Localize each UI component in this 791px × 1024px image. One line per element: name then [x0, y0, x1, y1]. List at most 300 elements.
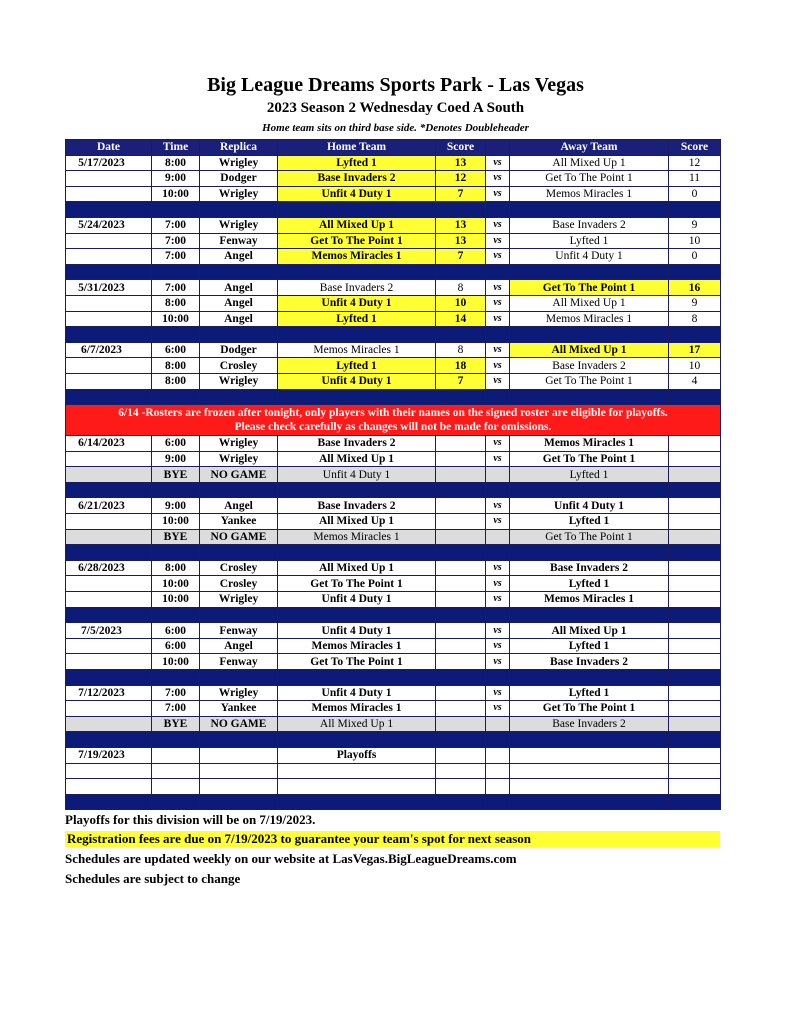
home-team-cell: Lyfted 1: [278, 358, 436, 374]
separator-cell: [152, 607, 200, 623]
time-cell: 9:00: [152, 498, 200, 514]
time-cell: 7:00: [152, 701, 200, 717]
separator-cell: [66, 670, 152, 686]
home-team-cell: Base Invaders 2: [278, 498, 436, 514]
time-cell: 6:00: [152, 436, 200, 452]
game-row: [66, 249, 721, 265]
separator-cell: [486, 202, 510, 218]
home-team-cell: Playoffs: [278, 747, 436, 763]
vs-cell: vs: [486, 171, 510, 187]
home-score-cell: [436, 467, 486, 483]
away-score-cell: 16: [669, 280, 721, 296]
time-cell: [152, 779, 200, 795]
game-row: [66, 747, 721, 763]
separator-cell: [436, 794, 486, 810]
time-cell: BYE: [152, 716, 200, 732]
vs-cell: vs: [486, 592, 510, 608]
away-score-cell: [669, 436, 721, 452]
schedule-body: [66, 155, 721, 810]
away-team-cell: All Mixed Up 1: [510, 155, 669, 171]
separator-cell: [200, 545, 278, 561]
separator-cell: [486, 607, 510, 623]
home-score-cell: 13: [436, 233, 486, 249]
away-team-cell: Get To The Point 1: [510, 451, 669, 467]
home-team-cell: Lyfted 1: [278, 155, 436, 171]
away-score-cell: [669, 529, 721, 545]
separator-cell: [278, 607, 436, 623]
vs-cell: [486, 716, 510, 732]
separator-cell: [669, 794, 721, 810]
time-cell: 7:00: [152, 233, 200, 249]
home-score-cell: 8: [436, 342, 486, 358]
time-cell: 7:00: [152, 249, 200, 265]
replica-cell: Wrigley: [200, 186, 278, 202]
time-cell: 6:00: [152, 638, 200, 654]
vs-cell: vs: [486, 514, 510, 530]
home-team-cell: [278, 763, 436, 779]
col-header-replica: Replica: [200, 140, 278, 156]
date-cell: [66, 529, 152, 545]
separator-cell: [200, 794, 278, 810]
away-team-cell: Lyfted 1: [510, 514, 669, 530]
separator-cell: [278, 327, 436, 343]
away-team-cell: Memos Miracles 1: [510, 186, 669, 202]
home-team-cell: Lyfted 1: [278, 311, 436, 327]
time-cell: 10:00: [152, 311, 200, 327]
away-team-cell: Base Invaders 2: [510, 716, 669, 732]
home-score-cell: [436, 685, 486, 701]
page-title: Big League Dreams Sports Park - Las Vegas: [207, 74, 584, 96]
home-score-cell: [436, 654, 486, 670]
time-cell: 10:00: [152, 514, 200, 530]
home-score-cell: 18: [436, 358, 486, 374]
separator-cell: [200, 732, 278, 748]
away-team-cell: Base Invaders 2: [510, 358, 669, 374]
separator-cell: [436, 327, 486, 343]
separator-cell: [200, 389, 278, 405]
game-row: [66, 685, 721, 701]
separator-cell: [436, 545, 486, 561]
home-score-cell: 13: [436, 217, 486, 233]
home-score-cell: [436, 451, 486, 467]
away-team-cell: Memos Miracles 1: [510, 311, 669, 327]
game-row: [66, 155, 721, 171]
home-team-cell: Get To The Point 1: [278, 654, 436, 670]
away-team-cell: [510, 747, 669, 763]
away-score-cell: [669, 685, 721, 701]
away-team-cell: Memos Miracles 1: [510, 592, 669, 608]
separator-cell: [200, 482, 278, 498]
home-score-cell: [436, 560, 486, 576]
home-team-cell: Memos Miracles 1: [278, 638, 436, 654]
away-score-cell: [669, 747, 721, 763]
date-cell: [66, 233, 152, 249]
away-score-cell: [669, 592, 721, 608]
away-score-cell: 0: [669, 249, 721, 265]
vs-cell: vs: [486, 311, 510, 327]
date-cell: [66, 654, 152, 670]
home-team-cell: Base Invaders 2: [278, 280, 436, 296]
game-row: [66, 514, 721, 530]
game-row: [66, 576, 721, 592]
home-score-cell: [436, 623, 486, 639]
col-header-date: Date: [66, 140, 152, 156]
away-score-cell: [669, 514, 721, 530]
roster-notice-row: [66, 405, 721, 436]
week-separator-row: [66, 732, 721, 748]
game-row: [66, 311, 721, 327]
time-cell: 10:00: [152, 654, 200, 670]
separator-cell: [486, 389, 510, 405]
time-cell: [152, 763, 200, 779]
playoffs-note: Playoffs for this division will be on 7/19/2023.: [65, 812, 316, 827]
game-row: [66, 373, 721, 389]
week-separator-row: [66, 607, 721, 623]
date-cell: 5/17/2023: [66, 155, 152, 171]
home-team-cell: Memos Miracles 1: [278, 249, 436, 265]
home-team-cell: Unfit 4 Duty 1: [278, 186, 436, 202]
away-score-cell: 11: [669, 171, 721, 187]
separator-cell: [436, 264, 486, 280]
separator-cell: [510, 202, 669, 218]
date-cell: [66, 514, 152, 530]
separator-cell: [66, 794, 152, 810]
week-separator-row: [66, 389, 721, 405]
date-cell: [66, 467, 152, 483]
game-row: [66, 638, 721, 654]
separator-cell: [200, 264, 278, 280]
home-score-cell: [436, 529, 486, 545]
vs-cell: vs: [486, 186, 510, 202]
separator-cell: [669, 389, 721, 405]
separator-cell: [510, 545, 669, 561]
col-header-away-score: Score: [669, 140, 721, 156]
vs-cell: vs: [486, 451, 510, 467]
time-cell: 9:00: [152, 451, 200, 467]
away-team-cell: Get To The Point 1: [510, 701, 669, 717]
separator-cell: [152, 794, 200, 810]
separator-cell: [669, 670, 721, 686]
replica-cell: Fenway: [200, 233, 278, 249]
away-score-cell: [669, 576, 721, 592]
separator-cell: [66, 732, 152, 748]
replica-cell: Yankee: [200, 701, 278, 717]
game-row: [66, 342, 721, 358]
bye-row: [66, 467, 721, 483]
time-cell: [152, 747, 200, 763]
away-team-cell: Unfit 4 Duty 1: [510, 498, 669, 514]
replica-cell: [200, 763, 278, 779]
website-note: Schedules are updated weekly on our website at LasVegas.BigLeagueDreams.com: [65, 851, 517, 866]
game-row: [66, 763, 721, 779]
away-team-cell: Lyfted 1: [510, 685, 669, 701]
date-cell: 6/21/2023: [66, 498, 152, 514]
home-team-cell: Memos Miracles 1: [278, 529, 436, 545]
date-cell: 5/24/2023: [66, 217, 152, 233]
home-team-cell: All Mixed Up 1: [278, 716, 436, 732]
away-team-cell: Base Invaders 2: [510, 654, 669, 670]
date-cell: [66, 311, 152, 327]
home-team-cell: Unfit 4 Duty 1: [278, 467, 436, 483]
replica-cell: NO GAME: [200, 716, 278, 732]
home-team-cell: Unfit 4 Duty 1: [278, 373, 436, 389]
bye-row: [66, 529, 721, 545]
away-team-cell: All Mixed Up 1: [510, 295, 669, 311]
replica-cell: NO GAME: [200, 529, 278, 545]
home-score-cell: 14: [436, 311, 486, 327]
date-cell: [66, 373, 152, 389]
col-header-away-team: Away Team: [510, 140, 669, 156]
separator-cell: [510, 732, 669, 748]
away-score-cell: [669, 467, 721, 483]
home-team-cell: Unfit 4 Duty 1: [278, 295, 436, 311]
away-score-cell: [669, 701, 721, 717]
separator-cell: [66, 545, 152, 561]
home-team-cell: All Mixed Up 1: [278, 560, 436, 576]
replica-cell: Wrigley: [200, 685, 278, 701]
away-score-cell: [669, 623, 721, 639]
home-team-cell: Base Invaders 2: [278, 171, 436, 187]
away-team-cell: Get To The Point 1: [510, 280, 669, 296]
date-cell: 6/14/2023: [66, 436, 152, 452]
date-cell: 6/7/2023: [66, 342, 152, 358]
home-score-cell: 8: [436, 280, 486, 296]
replica-cell: Fenway: [200, 654, 278, 670]
date-cell: 6/28/2023: [66, 560, 152, 576]
home-score-cell: 7: [436, 249, 486, 265]
vs-cell: vs: [486, 623, 510, 639]
replica-cell: Crosley: [200, 358, 278, 374]
date-cell: [66, 451, 152, 467]
date-cell: 5/31/2023: [66, 280, 152, 296]
separator-cell: [436, 389, 486, 405]
home-score-cell: [436, 701, 486, 717]
date-cell: [66, 295, 152, 311]
separator-cell: [436, 670, 486, 686]
away-team-cell: Base Invaders 2: [510, 217, 669, 233]
game-row: [66, 779, 721, 795]
vs-cell: vs: [486, 638, 510, 654]
game-row: [66, 451, 721, 467]
separator-cell: [486, 670, 510, 686]
separator-cell: [486, 732, 510, 748]
away-score-cell: [669, 451, 721, 467]
away-team-cell: Lyfted 1: [510, 467, 669, 483]
separator-cell: [278, 264, 436, 280]
replica-cell: Wrigley: [200, 436, 278, 452]
date-cell: [66, 701, 152, 717]
replica-cell: Angel: [200, 280, 278, 296]
home-team-cell: All Mixed Up 1: [278, 217, 436, 233]
separator-cell: [66, 482, 152, 498]
replica-cell: Fenway: [200, 623, 278, 639]
replica-cell: Wrigley: [200, 373, 278, 389]
separator-cell: [669, 327, 721, 343]
away-score-cell: 10: [669, 358, 721, 374]
time-cell: 8:00: [152, 373, 200, 389]
time-cell: 8:00: [152, 155, 200, 171]
vs-cell: vs: [486, 358, 510, 374]
separator-cell: [200, 670, 278, 686]
away-team-cell: Lyfted 1: [510, 233, 669, 249]
game-row: [66, 560, 721, 576]
table-header-row: [66, 140, 721, 156]
home-score-cell: 10: [436, 295, 486, 311]
away-team-cell: Get To The Point 1: [510, 171, 669, 187]
week-separator-row: [66, 327, 721, 343]
game-row: [66, 498, 721, 514]
time-cell: 7:00: [152, 685, 200, 701]
home-score-cell: [436, 498, 486, 514]
separator-cell: [66, 202, 152, 218]
separator-cell: [669, 202, 721, 218]
separator-cell: [278, 202, 436, 218]
separator-cell: [278, 670, 436, 686]
separator-cell: [510, 670, 669, 686]
separator-cell: [510, 389, 669, 405]
home-team-cell: Memos Miracles 1: [278, 701, 436, 717]
separator-cell: [436, 202, 486, 218]
away-score-cell: [669, 498, 721, 514]
home-team-cell: [278, 779, 436, 795]
vs-cell: vs: [486, 233, 510, 249]
away-score-cell: 9: [669, 217, 721, 233]
game-row: [66, 701, 721, 717]
home-team-cell: Unfit 4 Duty 1: [278, 592, 436, 608]
separator-cell: [486, 794, 510, 810]
date-cell: 7/5/2023: [66, 623, 152, 639]
vs-cell: [486, 763, 510, 779]
separator-cell: [669, 607, 721, 623]
page-subtitle: 2023 Season 2 Wednesday Coed A South: [266, 100, 525, 116]
vs-cell: vs: [486, 576, 510, 592]
separator-cell: [669, 732, 721, 748]
home-team-cell: Unfit 4 Duty 1: [278, 685, 436, 701]
separator-cell: [669, 264, 721, 280]
time-cell: BYE: [152, 529, 200, 545]
home-team-cell: Unfit 4 Duty 1: [278, 623, 436, 639]
away-score-cell: 0: [669, 186, 721, 202]
time-cell: 10:00: [152, 186, 200, 202]
separator-cell: [510, 482, 669, 498]
separator-cell: [486, 545, 510, 561]
away-team-cell: Get To The Point 1: [510, 373, 669, 389]
home-score-cell: [436, 514, 486, 530]
away-team-cell: All Mixed Up 1: [510, 623, 669, 639]
time-cell: BYE: [152, 467, 200, 483]
home-score-cell: [436, 716, 486, 732]
vs-cell: vs: [486, 342, 510, 358]
replica-cell: Wrigley: [200, 155, 278, 171]
separator-cell: [436, 482, 486, 498]
away-score-cell: 9: [669, 295, 721, 311]
home-score-cell: 7: [436, 373, 486, 389]
home-team-cell: Get To The Point 1: [278, 233, 436, 249]
time-cell: 8:00: [152, 560, 200, 576]
time-cell: 6:00: [152, 623, 200, 639]
separator-cell: [152, 482, 200, 498]
away-team-cell: All Mixed Up 1: [510, 342, 669, 358]
replica-cell: [200, 747, 278, 763]
date-cell: 7/12/2023: [66, 685, 152, 701]
away-team-cell: [510, 763, 669, 779]
separator-cell: [510, 264, 669, 280]
time-cell: 7:00: [152, 217, 200, 233]
home-score-cell: 7: [436, 186, 486, 202]
home-score-cell: [436, 763, 486, 779]
home-score-cell: 12: [436, 171, 486, 187]
separator-cell: [152, 327, 200, 343]
game-row: [66, 295, 721, 311]
separator-cell: [510, 607, 669, 623]
separator-cell: [278, 545, 436, 561]
roster-notice: [66, 405, 721, 436]
game-row: [66, 186, 721, 202]
vs-cell: [486, 529, 510, 545]
home-score-cell: [436, 592, 486, 608]
home-team-cell: All Mixed Up 1: [278, 451, 436, 467]
home-score-cell: [436, 747, 486, 763]
week-separator-row: [66, 545, 721, 561]
home-team-cell: Base Invaders 2: [278, 436, 436, 452]
time-cell: 10:00: [152, 592, 200, 608]
replica-cell: [200, 779, 278, 795]
replica-cell: Angel: [200, 295, 278, 311]
date-cell: [66, 592, 152, 608]
vs-cell: vs: [486, 498, 510, 514]
week-separator-row: [66, 482, 721, 498]
vs-cell: vs: [486, 701, 510, 717]
time-cell: 8:00: [152, 358, 200, 374]
roster-notice-line1: 6/14 -Rosters are frozen after tonight, only players with their names on the signed roster are eligible for playoffs.: [118, 407, 668, 420]
separator-cell: [278, 732, 436, 748]
game-row: [66, 280, 721, 296]
time-cell: 8:00: [152, 295, 200, 311]
replica-cell: NO GAME: [200, 467, 278, 483]
home-score-cell: [436, 576, 486, 592]
separator-cell: [436, 607, 486, 623]
away-team-cell: Lyfted 1: [510, 576, 669, 592]
vs-cell: vs: [486, 373, 510, 389]
away-team-cell: Lyfted 1: [510, 638, 669, 654]
away-score-cell: 17: [669, 342, 721, 358]
replica-cell: Wrigley: [200, 217, 278, 233]
vs-cell: vs: [486, 654, 510, 670]
replica-cell: Angel: [200, 638, 278, 654]
away-team-cell: Get To The Point 1: [510, 529, 669, 545]
replica-cell: Crosley: [200, 576, 278, 592]
replica-cell: Dodger: [200, 171, 278, 187]
away-score-cell: [669, 779, 721, 795]
away-score-cell: [669, 638, 721, 654]
replica-cell: Angel: [200, 249, 278, 265]
date-cell: [66, 779, 152, 795]
week-separator-row: [66, 264, 721, 280]
date-cell: [66, 716, 152, 732]
away-score-cell: [669, 654, 721, 670]
date-cell: [66, 171, 152, 187]
separator-cell: [152, 202, 200, 218]
date-cell: [66, 186, 152, 202]
replica-cell: Crosley: [200, 560, 278, 576]
vs-cell: vs: [486, 685, 510, 701]
home-team-cell: Get To The Point 1: [278, 576, 436, 592]
replica-cell: Wrigley: [200, 592, 278, 608]
vs-cell: vs: [486, 155, 510, 171]
game-row: [66, 654, 721, 670]
away-team-cell: Base Invaders 2: [510, 560, 669, 576]
game-row: [66, 592, 721, 608]
